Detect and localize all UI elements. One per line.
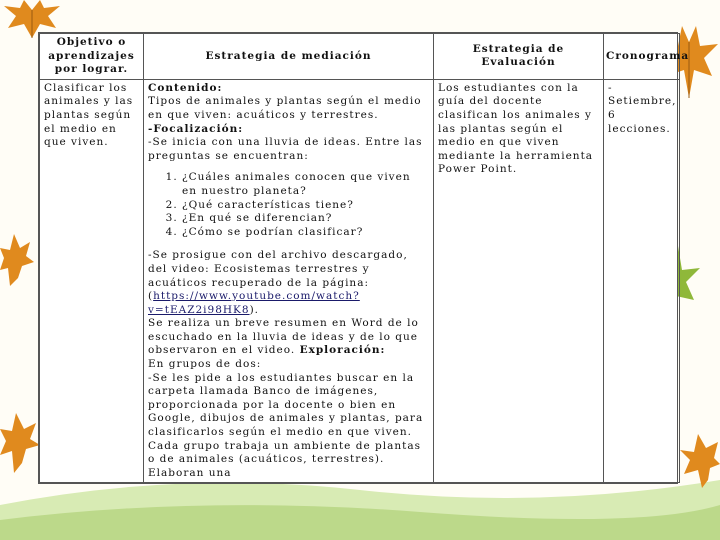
table-row [40,79,680,483]
header-objective: Objetivo o aprendizajes por lograr. [40,34,144,80]
focalizacion-label: -Focalización: [148,122,244,135]
list-item: 4. ¿Cómo se podrían clasificar? [182,226,429,240]
pide-text: -Se les pide a los estudiantes buscar en la carpeta llamada Banco de imágenes, proporcionada por la docente o bien en Google, dibujos de animales y plantas, para clasificarlos según el medio en que viven. Cada grupo trabaja un ambiente de plantas o de animales (acuáticos, terrestres). Elaboran una [148,371,424,479]
lesson-plan-table [39,33,690,483]
question-list [148,171,429,239]
schedule-cell: -Setiembre, 6 lecciones. [604,79,680,483]
video-description: -Se prosigue con del archivo descargado, del video: Ecosistemas terrestres y acuáticos recuperado de la página: [148,249,408,289]
list-item: 2. ¿Qué características tiene? [182,199,429,213]
link-paren-close: ). [249,303,260,316]
mediation-cell [144,79,434,483]
header-mediation: Estrategia de mediación [144,34,434,80]
resumen-description: Se realiza un breve resumen en Word de lo escuchado en la lluvia de ideas y de lo que observaron en el video. [148,317,419,357]
objective-cell: Clasificar los animales y las plantas según el medio en que viven. [40,79,144,483]
contenido-label: Contenido: [148,81,223,94]
focalizacion-text: -Se inicia con una lluvia de ideas. Entre las preguntas se encuentran: [148,136,423,162]
evaluation-cell: Los estudiantes con la guía del docente clasifican los animales y las plantas según el medio en que viven mediante la herramienta Power Point. [434,79,604,483]
grupos-text: En grupos de dos: [148,358,262,371]
youtube-link[interactable]: https://www.youtube.com/watch?v=tEAZ2i98HK8 [148,290,360,316]
link-paren-open: ( [148,290,154,303]
maple-leaf-icon [680,430,720,490]
maple-leaf-icon [0,228,34,288]
exploracion-label: Exploración: [299,344,386,357]
table-header-row [40,34,680,80]
maple-leaf-icon [0,405,40,475]
video-text [148,249,429,317]
list-item: 3. ¿En qué se diferencian? [182,212,429,226]
document-page [38,32,690,484]
contenido-text: Tipos de animales y plantas según el medio en que viven: acuáticos y terrestres. [148,95,422,121]
resumen-text [148,317,429,358]
header-schedule: Cronograma [604,34,680,80]
header-evaluation: Estrategia de Evaluación [434,34,604,80]
list-item: 1. ¿Cuáles animales conocen que viven en nuestro planeta? [182,171,429,198]
